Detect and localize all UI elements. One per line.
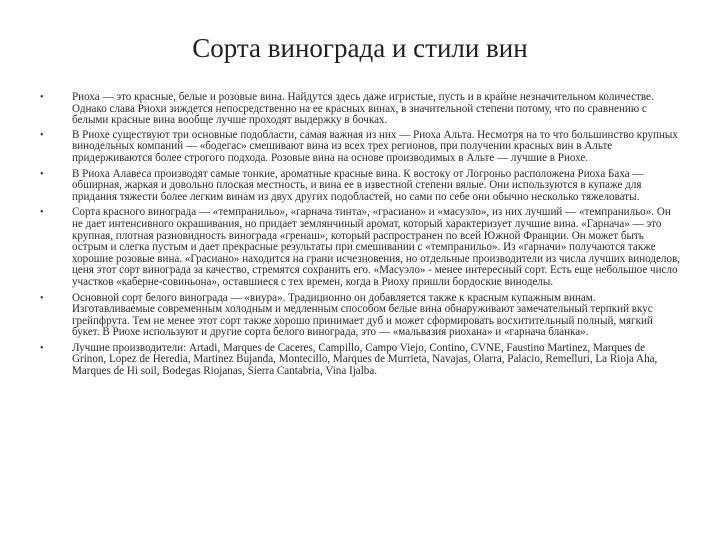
bullet-icon: • <box>40 342 44 354</box>
bullet-text: В Риохе существуют три основные подобласти, самая важная из них — Риоха Альта. Несмотря на то что большинство крупных винодельных компаний — «бодегас» смешивают вина из всех трех регионов, при получении красных вин в Альте придерживаются более строгого подхода. Розовые вина на основе производимых в Альте — лучшие в Риохе. <box>72 128 678 164</box>
bullet-text: Сорта красного винограда — «темпранильо», «гарнача тинта», «грасиано» и «масуэло», из них лучший — «темпранильо». Он не дает интенсивного окрашивания, но придает землянчиный аромат, который характеризует лучшие вина. «Гарнача» — это крупная, плотная разновидность винограда «гренаш», который распространен по всей Южной Франции. Он может быть острым и слегка пустым и дает прекрасные результаты при смешивании с «темпранильо». Из «гарначи» получаются также хорошие розовые вина. «Грасиано» находится на грани исчезновения, но отдельные производители из числа лучших виноделов, ценя этот сорт винограда за качество, стремятся сохранить его. «Масуэло» - менее интересный сорт. Есть еще небольшое число участков «каберне-совиньона», оставшиеся с тех времен, когда в Риоху пришли бордоские виноделы. <box>72 206 681 288</box>
bullet-item-5 <box>40 293 680 339</box>
bullet-text: Лучшие производители: Artadi, Marques de Caceres, Campillo, Campo Viejo, Contino, CVNE, Faustino Martinez, Marques de Grinon, Lopez de Heredia, Martinez Bujanda, Montecillo, Marques de Murrieta, Navajas, Olarra, Palacio, Remelluri, La Rioja Aha, Marques de Hi soil, Bodegas Riojanas, Sierra Cantabria, Vina Ijalba. <box>72 341 658 378</box>
bullet-icon: • <box>40 168 44 180</box>
bullet-icon: • <box>40 292 44 304</box>
bullet-icon: • <box>40 129 44 141</box>
bullet-item-2 <box>40 130 680 165</box>
bullet-item-3 <box>40 169 680 204</box>
bullet-icon: • <box>40 92 44 103</box>
bullet-icon: • <box>40 207 44 219</box>
bullet-item-4 <box>40 207 680 288</box>
bullet-text: Основной сорт белого винограда — «виура». Традиционно он добавляется также к красным купажным винам. Изготавливаемые современным холодным и медленным способом белые вина обнаруживают замечательный терпкий вкус грейпфрута. Тем не менее этот сорт также хорошо принимает дуб и может сформировать восхитительный полный, мягкий букет. В Риохе используют и другие сорта белого винограда, это — «мальвазия риохана» и «гарнача бланка». <box>72 291 653 339</box>
bullet-list <box>40 92 680 378</box>
bullet-text: Риоха — это красные, белые и розовые вина. Найдутся здесь даже игристые, пусть и в крайне незначительном количестве. Однако слава Риохи зиждется непосредственно на ее красных винах, в значительной степени потому, что по сравнению с белыми красные вина вообще лучше проходят выдержку в бочках. <box>72 91 654 127</box>
bullet-item-1 <box>40 92 680 127</box>
bullet-text: В Риоха Алавеса производят самые тонкие, ароматные красные вина. К востоку от Логроньо расположена Риоха Баха — обширная, жаркая и довольно плоская местность, и вина ее в известной степени вялые. Они используются в купаже для придания тяжести более легким винам из двух других подобластей, но сами по себе они обычно несколько тяжеловаты. <box>72 167 644 203</box>
slide-title: Сорта винограда и стили вин <box>192 33 528 63</box>
bullet-item-6 <box>40 343 680 378</box>
